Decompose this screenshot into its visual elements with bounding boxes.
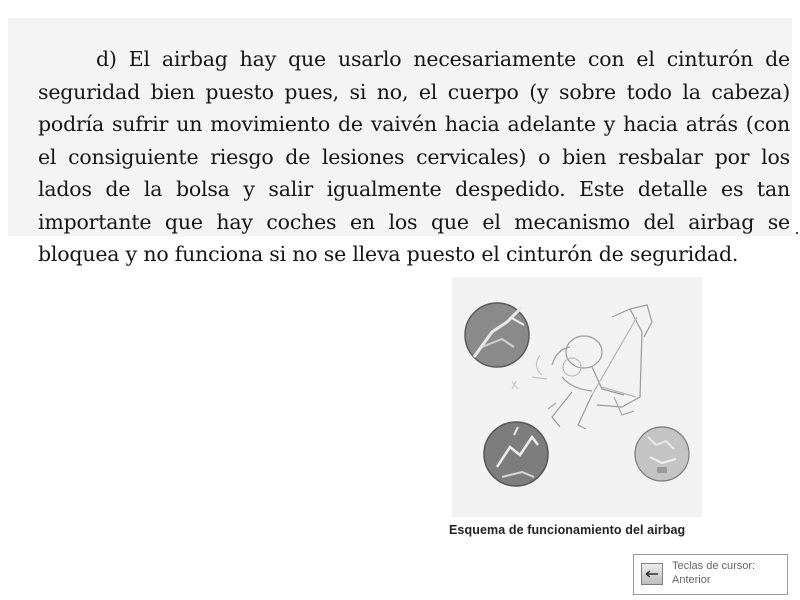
figure-caption: Esquema de funcionamiento del airbag bbox=[449, 523, 686, 537]
nav-hint-line1: Teclas de cursor: bbox=[672, 560, 756, 572]
previous-page-hint[interactable] bbox=[633, 554, 788, 595]
airbag-deploy-circle bbox=[484, 422, 548, 486]
left-arrow-key[interactable] bbox=[641, 563, 663, 585]
nav-hint-text bbox=[672, 559, 755, 587]
scanned-text-block bbox=[8, 18, 792, 266]
body-paragraph: d) El airbag hay que usarlo necesariamente con el cinturón de seguridad bien puesto pues, si no, el cuerpo (y sobre todo la cabeza) podría sufrir un movimiento de vaivén hacia adelante y hacia atrás (con el consiguiente riesgo de lesiones cervicales) o bien resbalar por los lados de la bolsa y salir igualmente despedido. Este detalle es tan importante que hay coches en los que el mecanismo del airbag se bloquea y no funciona si no se lleva puesto el cinturón de seguridad. bbox=[38, 47, 790, 266]
nav-hint-line2: Anterior bbox=[672, 574, 711, 586]
scan-speck bbox=[796, 232, 798, 234]
left-arrow-icon bbox=[645, 569, 659, 579]
sensor-detail-circle bbox=[635, 427, 689, 481]
airbag-diagram-figure bbox=[452, 277, 702, 517]
crash-detail-circle bbox=[465, 303, 529, 367]
airbag-diagram-illustration bbox=[452, 277, 702, 517]
